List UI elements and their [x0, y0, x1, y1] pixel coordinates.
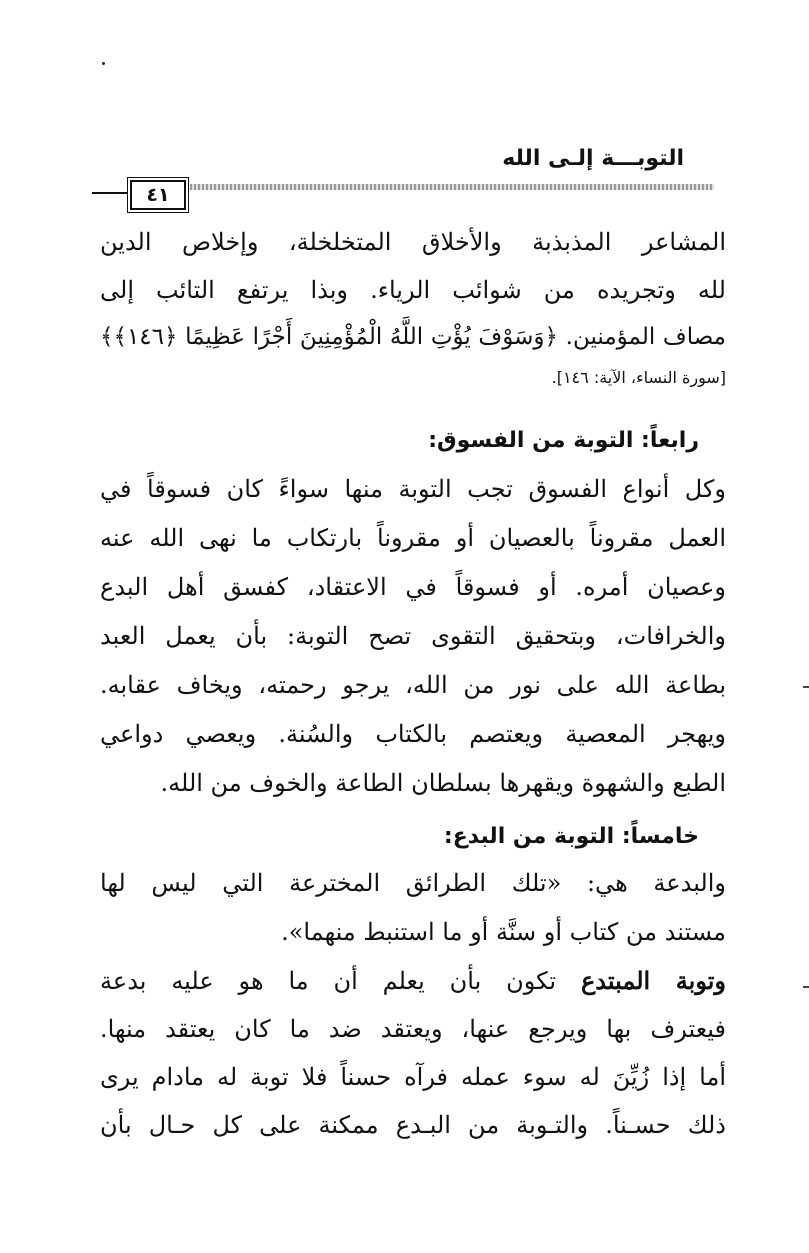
section4-heading: رابعاً: التوبة من الفسوق:	[428, 428, 699, 453]
section5-definition-line-1: والبدعة هي: «تلك الطرائق المخترعة التي ليس لها	[100, 869, 726, 897]
margin-mark	[803, 986, 809, 988]
paragraph1-line-1: المشاعر المذبذبة والأخلاق المتخلخلة، وإخلاص الدين	[100, 228, 726, 256]
section5-para-lead: وتوبة المبتدع	[580, 966, 727, 995]
header-rule-left-line	[92, 192, 128, 194]
section4-line-1: وكل أنواع الفسوق تجب التوبة منها سواءً كان فسوقاً في	[100, 475, 726, 503]
ink-dot	[102, 62, 105, 65]
header-rule-dotted-line	[190, 184, 714, 190]
section4-line-4: والخرافات، وبتحقيق التقوى تصح التوبة: بأن يعمل العبد	[100, 622, 726, 650]
quran-citation: [سورة النساء، الآية: ١٤٦].	[551, 368, 726, 387]
section4-line-5: بطاعة الله على نور من الله، يرجو رحمته، ويخاف عقابه.	[100, 671, 726, 699]
running-header-title: التوبـــة إلـى الله	[502, 146, 684, 171]
section4-line-3: وعصيان أمره. أو فسوقاً في الاعتقاد، كفسق أهل البدع	[100, 573, 726, 601]
paragraph1-line-3-quran: مصاف المؤمنين. ﴿وَسَوْفَ يُؤْتِ اللَّهُ الْمُؤْمِنِينَ أَجْرًا عَظِيمًا ﴿١٤٦﴾﴾	[100, 324, 726, 350]
page-number: ٤١	[130, 180, 186, 210]
section5-heading: خامساً: التوبة من البدع:	[443, 824, 699, 849]
paragraph1-line-2: لله وتجريده من شوائب الرياء. وبذا يرتفع التائب إلى	[100, 276, 726, 304]
section5-para-line-3: أما إذا زُيِّنَ له سوء عمله فرآه حسناً فلا توبة له مادام يرى	[100, 1063, 726, 1091]
header-rule	[92, 180, 714, 210]
section5-definition-line-2: مستند من كتاب أو سنَّة أو ما استنبط منهما».	[281, 918, 726, 946]
section5-para-line-1-rest: تكون بأن يعلم أن ما هو عليه بدعة	[100, 967, 581, 995]
section4-line-6: ويهجر المعصية ويعتصم بالكتاب والسُنة. ويعصي دواعي	[100, 720, 726, 748]
section5-para-line-1	[100, 966, 726, 995]
section5-para-line-2: فيعترف بها ويرجع عنها، ويعتقد ضد ما كان يعتقد منها.	[100, 1015, 726, 1043]
section5-para-line-4: ذلك حسـناً. والتـوبة من البـدع ممكنة على كل حـال بأن	[100, 1111, 726, 1139]
section4-line-2: العمل مقروناً بالعصيان أو مقروناً بارتكاب ما نهى الله عنه	[100, 524, 726, 552]
section4-line-7: الطبع والشهوة ويقهرها بسلطان الطاعة والخوف من الله.	[160, 769, 726, 797]
margin-mark	[803, 686, 809, 688]
